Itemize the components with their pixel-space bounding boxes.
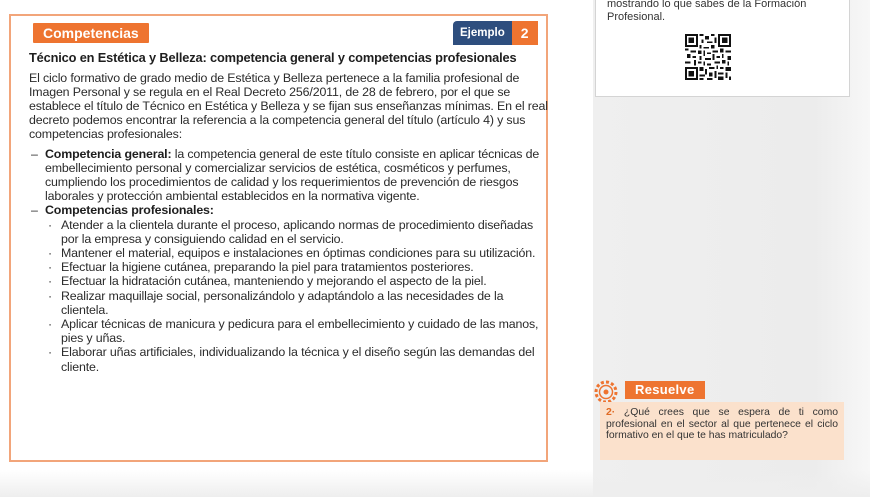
list-item: · Aplicar técnicas de manicura y pedicura para el embellecimiento y cuidado de las manos, pies y uñas. — [48, 316, 539, 346]
list-item: · Efectuar la higiene cutánea, preparando la piel para tratamientos posteriores. — [48, 260, 474, 275]
list-item: · Realizar maquillaje social, personalizándolo y adaptándolo a las necesidades de la clientela. — [48, 288, 504, 317]
professional-competences-item — [29, 203, 553, 217]
professional-competences-label: Competencias profesionales: — [45, 203, 214, 218]
example-badge — [453, 21, 538, 45]
dash-marker: – — [31, 146, 38, 161]
question-number: 2· — [606, 407, 616, 418]
qr-code-icon[interactable] — [685, 34, 731, 80]
list-item: · Mantener el material, equipos e instalaciones en óptimas condiciones para su utilización. — [48, 245, 536, 260]
side-card — [595, 0, 850, 97]
example-intro: El ciclo formativo de grado medio de Estética y Belleza pertenece a la familia profesional de Imagen Personal y se regula en el Real Decreto 256/2011, de 28 de febrero, por el que se establece el título de Técnico en Estética y Belleza y se fijan sus enseñanzas mínimas. En el real decreto podemos encontrar la referencia a la competencia general del título (artículo 4) y sus competencias profesionales: — [29, 70, 548, 142]
resuelve-tab: Resuelve — [625, 381, 705, 399]
bottom-fade — [0, 470, 870, 497]
example-badge-number: 2 — [512, 21, 538, 45]
general-competence-label: Competencia general: — [45, 146, 172, 161]
example-content — [29, 51, 553, 374]
example-badge-label: Ejemplo — [453, 21, 512, 45]
side-card-text: mostrando lo que sabes de la Formación Profesional. — [607, 0, 807, 23]
list-item: · Atender a la clientela durante el proceso, aplicando normas de procedimiento diseñadas por la empresa y consiguiendo calidad en el servicio. — [48, 217, 534, 246]
resuelve-question-box — [600, 402, 844, 460]
example-title: Técnico en Estética y Belleza: competencia general y competencias profesionales — [29, 50, 517, 65]
dash-marker: – — [31, 203, 38, 218]
question-text: ¿Qué crees que se espera de ti como profesional en el sector al que pertenece el ciclo formativo en el que te has matriculado? — [606, 407, 838, 441]
list-item: · Elaborar uñas artificiales, individualizando la técnica y el diseño según las demandas del cliente. — [48, 345, 535, 374]
general-competence-item — [29, 147, 553, 204]
section-tab: Competencias — [33, 23, 149, 43]
general-competence-text: la competencia general de este título consiste en aplicar técnicas de embellecimiento personal y comercializar servicios de estética, cosméticos y perfumes, cumpliendo los procedimientos de calidad y los requerimientos de prevención de riesgos laborales y protección ambiental establecidos en la normativa vigente. — [45, 146, 540, 204]
list-item: · Efectuar la hidratación cutánea, manteniendo y mejorando el aspecto de la piel. — [48, 274, 487, 289]
example-box — [9, 14, 548, 462]
gear-icon — [594, 380, 618, 404]
professional-competences-list — [29, 218, 553, 374]
